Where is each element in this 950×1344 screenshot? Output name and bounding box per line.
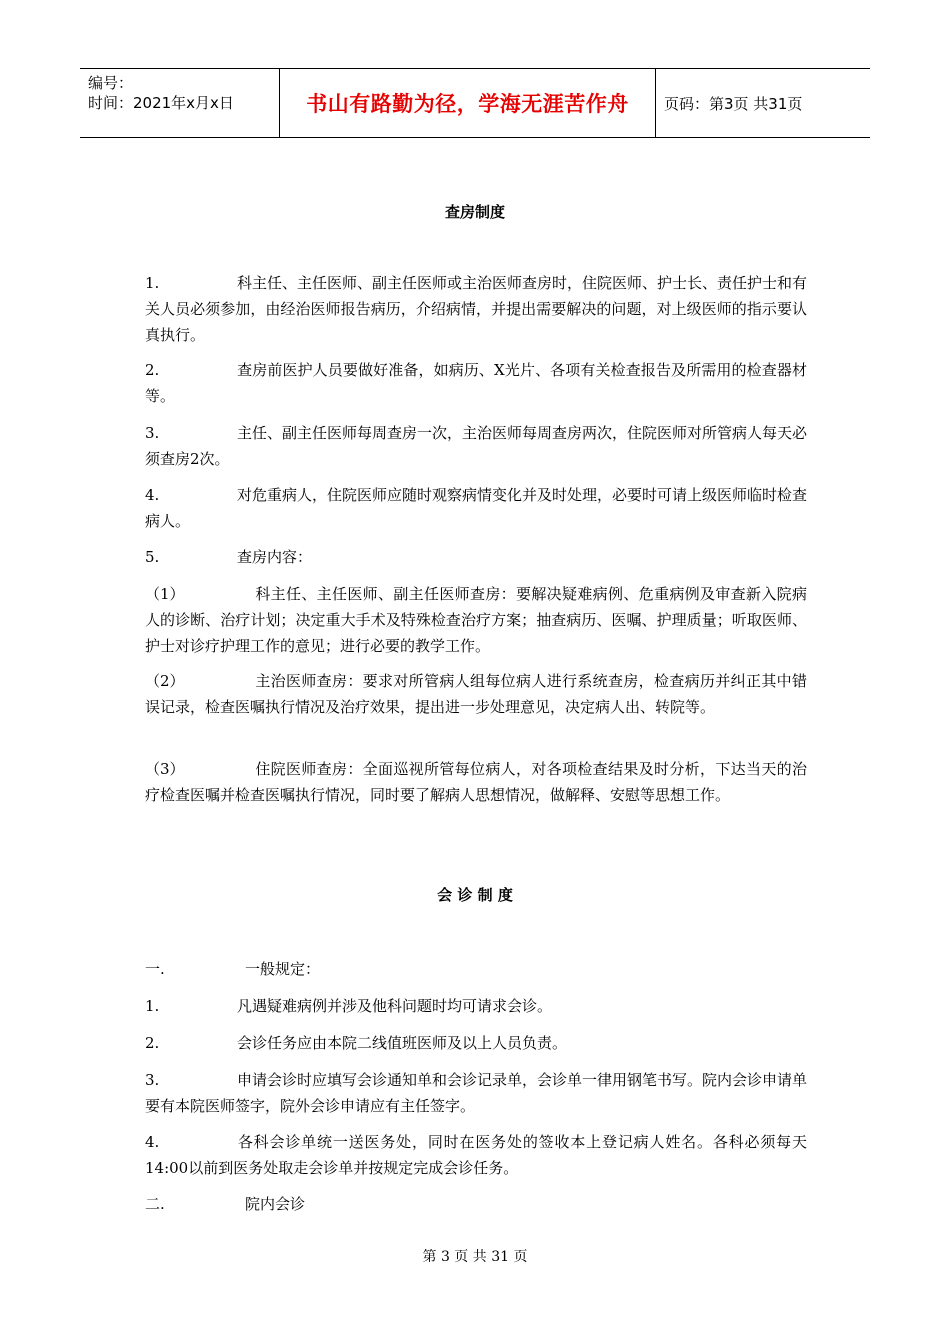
item-number: （1） — [145, 585, 185, 603]
item-text: 对危重病人，住院医师应随时观察病情变化并及时处理，必要时可请上级医师临时检查病人。 — [145, 486, 808, 530]
rounds-item-1 — [145, 270, 807, 348]
rounds-item-5-3 — [145, 756, 807, 808]
item-text: 查房内容： — [237, 548, 313, 566]
item-text: 查房前医护人员要做好准备，如病历、X光片、各项有关检查报告及所需用的检查器材等。 — [145, 361, 807, 405]
item-text: 住院医师查房：全面巡视所管每位病人，对各项检查结果及时分析，下达当天的治疗检查医嘱并检查医嘱执行情况，同时要了解病人思想情况，做解释、安慰等思想工作。 — [145, 760, 807, 804]
motto-text: 书山有路勤为径，学海无涯苦作舟 — [306, 92, 629, 116]
consult-item-1 — [145, 993, 807, 1019]
consult-item-3 — [145, 1067, 807, 1119]
rounds-item-5 — [145, 544, 807, 570]
page-footer: 第 3 页 共 31 页 — [422, 1249, 528, 1265]
item-number: （3） — [145, 760, 185, 778]
item-number: 3. — [145, 1071, 160, 1089]
document-time: 时间：2021年x月x日 — [88, 94, 234, 112]
item-text: 主治医师查房：要求对所管病人组每位病人进行系统查房，检查病历并纠正其中错误记录，检查医嘱执行情况及治疗效果，提出进一步处理意见，决定病人出、转院等。 — [145, 672, 807, 716]
item-text: 凡遇疑难病例并涉及他科问题时均可请求会诊。 — [237, 997, 553, 1015]
section-title-rounds: 查房制度 — [444, 203, 505, 221]
rounds-item-5-2 — [145, 668, 807, 720]
document-number: 编号： — [88, 74, 134, 92]
consult-item-hospital — [145, 1191, 807, 1217]
header-page-code: 页码：第3页 共31页 — [664, 94, 803, 113]
item-number: 2. — [145, 1034, 160, 1052]
item-number: 2. — [145, 361, 160, 379]
item-number: 3. — [145, 424, 160, 442]
rounds-item-5-1 — [145, 581, 807, 659]
item-number: 4. — [145, 1133, 160, 1151]
item-number: （2） — [145, 672, 185, 690]
item-number: 二. — [145, 1195, 165, 1213]
rounds-item-4 — [145, 482, 807, 534]
header-meta — [80, 69, 280, 137]
rounds-item-3 — [145, 420, 807, 472]
rounds-item-2 — [145, 357, 807, 409]
item-number: 1. — [145, 997, 160, 1015]
consult-item-2 — [145, 1030, 807, 1056]
item-text: 主任、副主任医师每周查房一次，主治医师每周查房两次，住院医师对所管病人每天必须查房2次。 — [145, 424, 808, 468]
consult-item-4 — [145, 1129, 807, 1181]
section-title-consultation: 会 诊 制 度 — [437, 886, 513, 904]
item-number: 一. — [145, 960, 165, 978]
header-motto-cell — [280, 69, 656, 137]
item-text: 科主任、主任医师、副主任医师或主治医师查房时，住院医师、护士长、责任护士和有关人员必须参加，由经治医师报告病历，介绍病情，并提出需要解决的问题，对上级医师的指示要认真执行。 — [145, 274, 808, 344]
item-text: 各科会诊单统一送医务处，同时在医务处的签收本上登记病人姓名。各科必须每天14:00以前到医务处取走会诊单并按规定完成会诊任务。 — [145, 1133, 807, 1177]
item-text: 一般规定： — [245, 960, 321, 978]
item-number: 1. — [145, 274, 160, 292]
consult-item-general — [145, 956, 807, 982]
item-text: 科主任、主任医师、副主任医师查房：要解决疑难病例、危重病例及审查新入院病人的诊断、治疗计划；决定重大手术及特殊检查治疗方案；抽查病历、医嘱、护理质量；听取医师、护士对诊疗护理工作的意见；进行必要的教学工作。 — [145, 585, 807, 655]
item-number: 4. — [145, 486, 160, 504]
item-text: 会诊任务应由本院二线值班医师及以上人员负责。 — [237, 1034, 568, 1052]
item-number: 5. — [145, 548, 160, 566]
item-text: 申请会诊时应填写会诊通知单和会诊记录单，会诊单一律用钢笔书写。院内会诊申请单要有本院医师签字，院外会诊申请应有主任签字。 — [145, 1071, 808, 1115]
item-text: 院内会诊 — [245, 1195, 306, 1213]
page-header — [80, 68, 870, 138]
